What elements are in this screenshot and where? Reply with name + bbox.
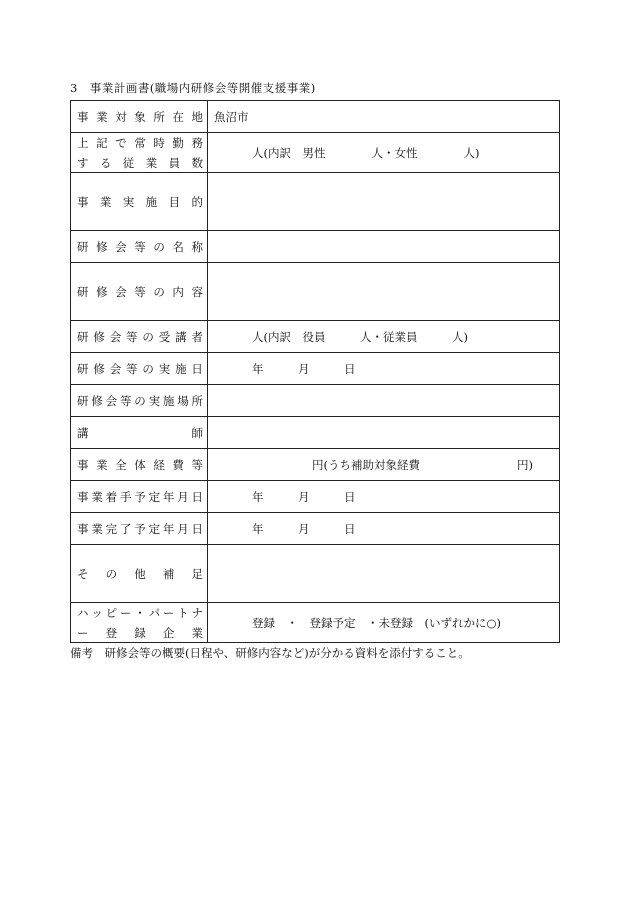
row-employees [71,133,560,173]
label-date: 研 修 会 等 の 実 施 日 [71,353,208,385]
label-end: 事 業 完 了 予 定 年 月 日 [71,513,208,545]
value-attendees[interactable]: 人(内訳 役員 人・従業員 人) [208,321,560,353]
label-lecturer-left: 講 [77,425,89,440]
label-other: そ の 他 補 足 [71,545,208,603]
label-start: 事 業 着 手 予 定 年 月 日 [71,481,208,513]
value-purpose[interactable] [208,173,560,231]
value-employees[interactable]: 人(内訳 男性 人・女性 人) [208,133,560,173]
value-other[interactable] [208,545,560,603]
value-partner[interactable]: 登録 ・ 登録予定 ・未登録 (いずれかに○) [208,603,560,643]
value-location[interactable]: 魚沼市 [208,101,560,133]
row-location [71,101,560,133]
row-lecturer [71,417,560,449]
value-date[interactable]: 年 月 日 [208,353,560,385]
value-place[interactable] [208,385,560,417]
value-cost-right: 円) [517,457,533,472]
row-name [71,231,560,263]
row-date [71,353,560,385]
remarks-note: 備考 研修会等の概要(日程や、研修内容など)が分かる資料を添付すること。 [70,646,470,660]
value-lecturer[interactable] [208,417,560,449]
row-purpose [71,173,560,231]
label-partner-line2: ー 登 録 企 業 [77,625,203,640]
label-attendees: 研 修 会 等 の 受 講 者 [71,321,208,353]
value-cost[interactable] [208,449,560,481]
label-content: 研 修 会 等 の 内 容 [71,263,208,321]
label-employees [71,133,208,173]
row-place [71,385,560,417]
row-content [71,263,560,321]
label-employees-line1: 上 記 で 常 時 勤 務 [77,135,203,150]
row-other [71,545,560,603]
label-lecturer-right: 師 [191,425,203,440]
row-cost [71,449,560,481]
value-name[interactable] [208,231,560,263]
section-title: 3 事業計画書(職場内研修会等開催支援事業) [70,81,316,95]
label-place: 研 修 会 等 の 実 施 場 所 [71,385,208,417]
label-partner [71,603,208,643]
row-end [71,513,560,545]
label-location: 事 業 対 象 所 在 地 [71,101,208,133]
row-partner [71,603,560,643]
value-content[interactable] [208,263,560,321]
value-end[interactable]: 年 月 日 [208,513,560,545]
label-purpose: 事 業 実 施 目 的 [71,173,208,231]
label-partner-line1: ハ ッ ピ ー ・ パ ー ト ナ [77,605,203,620]
value-cost-left: 円(うち補助対象経費 [312,457,420,472]
business-plan-table [70,100,560,643]
label-cost: 事 業 全 体 経 費 等 [71,449,208,481]
label-employees-line2: す る 従 業 員 数 [77,155,203,170]
row-attendees [71,321,560,353]
label-name: 研 修 会 等 の 名 称 [71,231,208,263]
label-lecturer [71,417,208,449]
row-start [71,481,560,513]
value-start[interactable]: 年 月 日 [208,481,560,513]
